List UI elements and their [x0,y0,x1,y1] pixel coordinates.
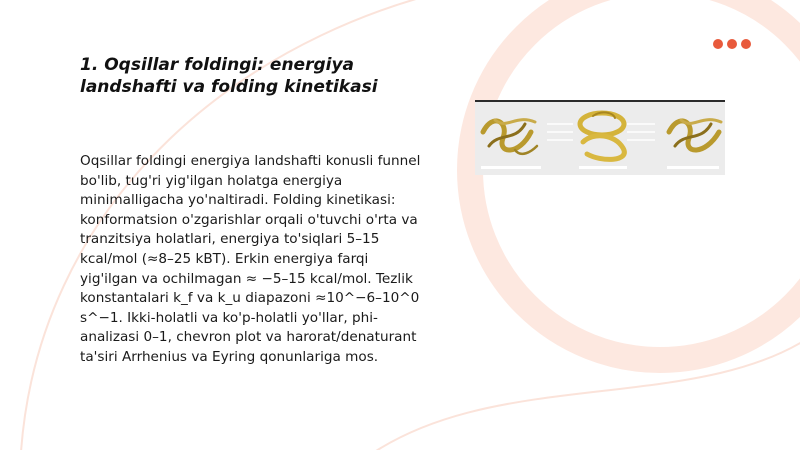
slide-title: 1. Oqsillar foldingi: energiya landshafti va folding kinetikasi [80,55,378,97]
thick-ring [470,0,800,360]
caption-bars [481,166,719,169]
folded-protein-middle [580,112,624,159]
dot-icon [713,39,723,49]
protein-structures-icon [475,102,725,175]
unfolded-protein-left [483,120,537,154]
dot-icon [741,39,751,49]
dot-icon [727,39,737,49]
decorative-dots [713,39,751,49]
slide-body-text: Oqsillar foldingi energiya landshafti konusli funnel bo'lib, tug'ri yig'ilgan holatga energiya minimalligacha yo'naltiradi. Folding kinetikasi: konformatsion o'zgarishlar orqali o'tuvchi o'rta va tranzitsiya holatlari, energiya to'siqlari 5–15 kcal/mol (≈8–25 kBT). Erkin energiya farqi yig'ilgan va ochilmagan ≈ −5–15 kcal/mol. Tezlik konstantalari k_f va k_u diapazoni ≈10^−6–10^0 s^−1. Ikki-holatli va ko'p-holatli yo'llar, phi-analizasi 0–1, chevron plot va harorat/denaturant ta'siri Arrhenius va Eyring qonunlariga mos. [80,153,421,365]
protein-folding-figure [475,100,725,175]
unfolded-protein-right [669,120,721,150]
